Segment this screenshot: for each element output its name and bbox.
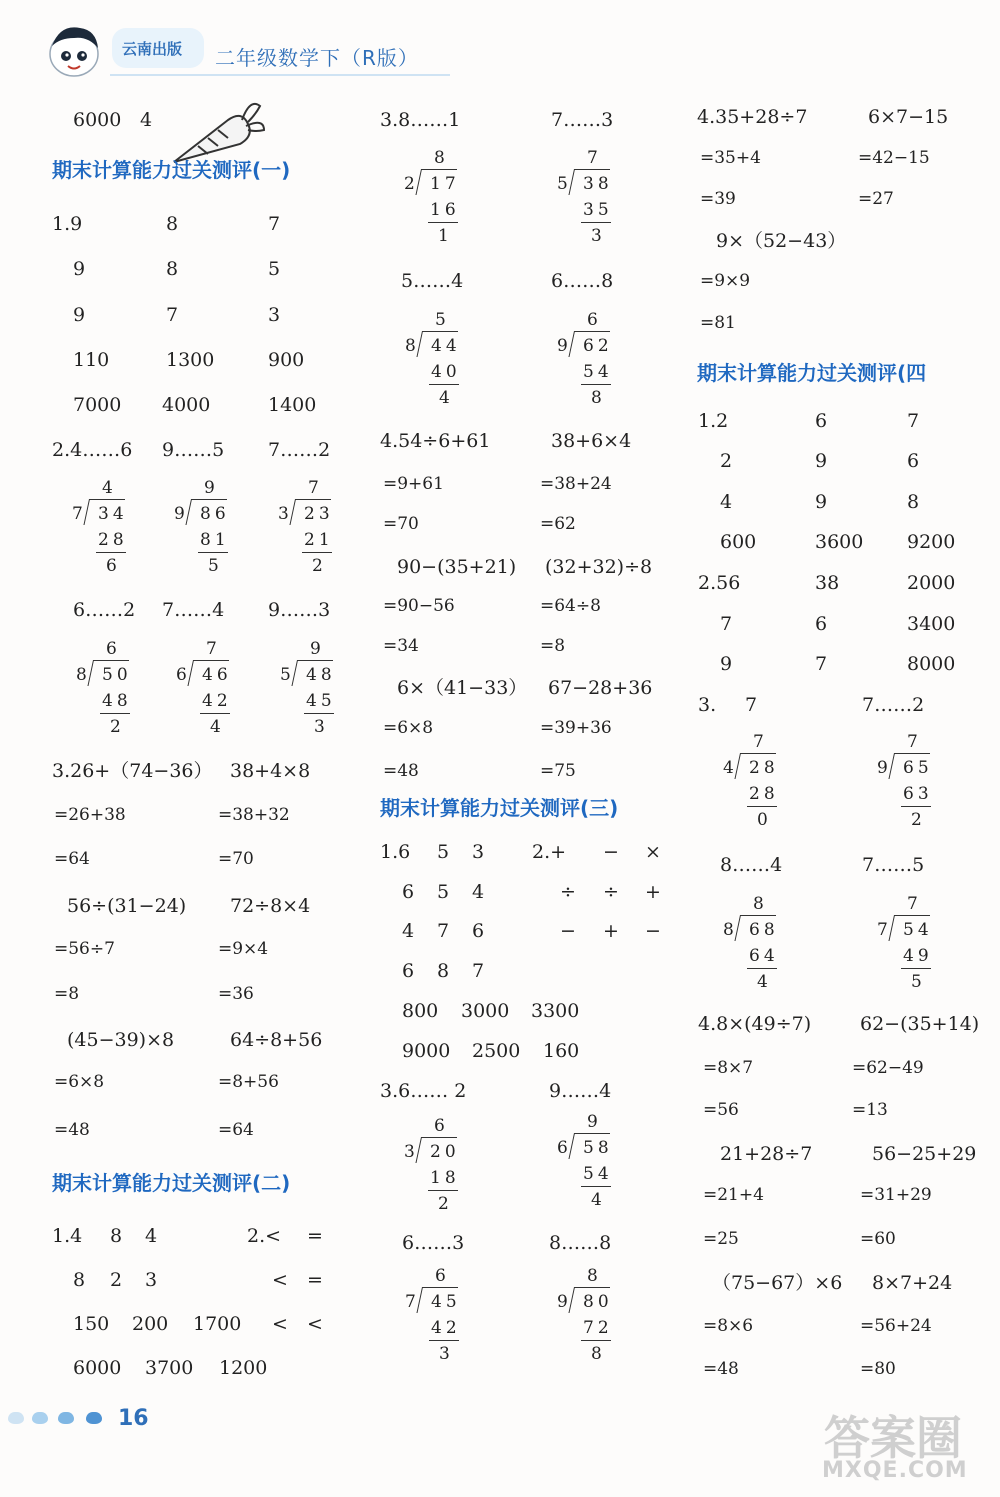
quotient: 6 [435,1266,450,1286]
answer-text: 1700 [193,1313,242,1335]
quotient: 8 [587,1266,602,1286]
answer-text: 38 [815,572,840,594]
quotient: 6 [106,639,121,659]
expression: 4.8×(49÷7) [698,1013,812,1035]
remainder: 2 [110,717,125,737]
expression: 90−(35+21) [397,556,517,578]
section-title-test-2: 期末计算能力过关测评(二) [52,1171,291,1195]
answer-text: 7……2 [268,439,331,461]
quotient: 8 [753,894,768,914]
answer-text: 3300 [531,1000,580,1022]
remainder: 5 [911,972,926,992]
dividend: 46 [202,665,232,685]
answer-text: < [272,1313,288,1335]
watermark-url: MXQE.COM [822,1458,968,1483]
dividend: 50 [102,665,132,685]
step: =62 [540,514,576,534]
answer-text: 4 [402,920,415,942]
answer-text: 8 [110,1225,123,1247]
answer-text: 3 [145,1269,158,1291]
answer-text: < [272,1269,288,1291]
product: 28 [98,530,128,550]
product: 54 [583,1164,613,1184]
answer-text: × [645,841,661,863]
step: =48 [54,1120,90,1140]
quotient: 7 [308,478,323,498]
answer-text: 3600 [815,531,864,553]
quotient: 9 [204,478,219,498]
answer-text: 9……4 [549,1080,612,1102]
footer-heart-icon [32,1412,48,1424]
answer-text: 6 [402,960,415,982]
divisor: 5 [280,665,291,685]
section-title-test-4: 期末计算能力过关测评(四 [697,361,927,385]
header-divider [110,74,450,76]
answer-text: 8……4 [720,854,783,876]
expression: 6×7−15 [868,106,949,128]
step: =39+36 [540,718,612,738]
product: 48 [102,691,132,711]
answer-text: 3 [268,304,281,326]
step: =35+4 [700,148,761,168]
answer-text: 7 [472,960,485,982]
answer-text: 3 [472,841,485,863]
step: =60 [860,1229,896,1249]
answer-text: 1400 [268,394,317,416]
product: 42 [431,1318,461,1338]
answer-text: 7 [166,304,179,326]
answer-text: 1.4 [52,1225,83,1247]
step: =48 [703,1359,739,1379]
expression: 56−25+29 [872,1143,977,1165]
quotient: 7 [587,148,602,168]
divisor: 9 [877,758,888,778]
answer-text: 9 [73,258,86,280]
answer-text: 7000 [73,394,122,416]
answer-text: 4 [145,1225,158,1247]
answer-text: 7 [720,613,733,635]
step: =80 [860,1359,896,1379]
answer-text: 5 [437,841,450,863]
long-division [405,310,495,408]
answer-text: 2000 [907,572,956,594]
expression: 6×（41−33） [397,677,528,699]
step: =38+24 [540,474,612,494]
section-title-test-3: 期末计算能力过关测评(三) [380,796,619,820]
dividend: 20 [430,1142,460,1162]
answer-text: 8000 [907,653,956,675]
step: =9×4 [218,939,269,959]
long-division [877,894,967,992]
answer-text: 3000 [461,1000,510,1022]
product: 64 [749,946,779,966]
step: =81 [700,313,736,333]
quotient: 9 [587,1112,602,1132]
long-division [404,1116,494,1214]
step: =9×9 [700,271,751,291]
answer-text: 9200 [907,531,956,553]
step: =8×7 [703,1058,754,1078]
answer-text: 6 [907,450,920,472]
answer-text: 7 [815,653,828,675]
answer-text: 4000 [162,394,211,416]
step: =6×8 [383,718,434,738]
answer-text: 7 [437,920,450,942]
remainder: 4 [757,972,772,992]
long-division [404,148,494,246]
long-division [176,639,266,737]
answer-text: 7……4 [162,599,225,621]
long-division [278,478,368,576]
step: =31+29 [860,1185,932,1205]
answer-text: 6 [815,410,828,432]
answer-text: 1.6 [380,841,411,863]
remainder: 2 [911,810,926,830]
step: =26+38 [54,805,126,825]
long-division [557,1112,647,1210]
quotient: 9 [310,639,325,659]
product: 81 [200,530,230,550]
step: =64 [54,849,90,869]
answer-text: + [645,881,661,903]
product: 63 [903,784,933,804]
product: 40 [431,362,461,382]
answer-text: 9 [73,304,86,326]
step: =75 [540,761,576,781]
answer-text: 1200 [219,1357,268,1379]
expression: 8×7+24 [872,1272,953,1294]
dividend: 86 [200,504,230,524]
answer-text: 6 [472,920,485,942]
answer-text: 7……2 [862,694,925,716]
answer-text: ÷ [560,881,576,903]
step: =56÷7 [54,939,115,959]
quotient: 7 [206,639,221,659]
quotient: 7 [907,894,922,914]
expression: 38+6×4 [551,430,632,452]
expression: 64÷8+56 [230,1029,323,1051]
divisor: 4 [723,758,734,778]
step: =56 [703,1100,739,1120]
page-title: 二年级数学下（R版） [215,46,419,70]
divisor: 2 [404,174,415,194]
logo-badge [112,28,204,68]
dividend: 44 [431,336,461,356]
answer-text: 2.< [247,1225,282,1247]
footer-heart-icon [86,1412,102,1424]
answer-text: 5……4 [401,270,464,292]
long-division [723,732,813,830]
remainder: 4 [439,388,454,408]
remainder: 4 [591,1190,606,1210]
answer-text: 6000 [73,109,122,131]
answer-text: 6……3 [402,1232,465,1254]
answer-text: 5 [437,881,450,903]
divisor: 9 [557,336,568,356]
long-division [877,732,967,830]
product: 21 [304,530,334,550]
step: =64÷8 [540,596,601,616]
dividend: 28 [749,758,779,778]
section-title-test-1: 期末计算能力过关测评(一) [52,158,291,182]
product: 35 [583,200,613,220]
divisor: 6 [176,665,187,685]
expression: 67−28+36 [548,677,653,699]
step: =13 [852,1100,888,1120]
dividend: 58 [583,1138,613,1158]
step: =25 [703,1229,739,1249]
answer-text: 1.9 [52,213,83,235]
expression: 9×（52−43） [716,230,847,252]
divisor: 7 [877,920,888,940]
answer-text: 9 [815,450,828,472]
answer-text: ÷ [603,881,619,903]
answer-text: 6……8 [551,270,614,292]
product: 49 [903,946,933,966]
long-division [557,148,647,246]
expression: 4.35+28÷7 [697,106,808,128]
answer-text: 7……5 [862,854,925,876]
divisor: 5 [557,174,568,194]
remainder: 2 [438,1194,453,1214]
remainder: 0 [757,810,772,830]
answer-text: 9……3 [268,599,331,621]
answer-text: 8 [907,491,920,513]
answer-text: + [603,920,619,942]
remainder: 1 [438,226,453,246]
remainder: 3 [591,226,606,246]
product: 42 [202,691,232,711]
product: 18 [430,1168,460,1188]
step: =8+56 [218,1072,279,1092]
expression: 4.54÷6+61 [380,430,491,452]
footer-heart-icon [8,1412,24,1424]
answer-text: = [307,1225,323,1247]
answer-text: 2500 [472,1040,521,1062]
answer-text: 7 [268,213,281,235]
step: =21+4 [703,1185,764,1205]
expression: （75−67）×6 [712,1272,843,1294]
answer-text: 150 [73,1313,110,1335]
step: =39 [700,189,736,209]
remainder: 3 [314,717,329,737]
answer-text: 7……3 [551,109,614,131]
logo-text: 云南出版 [122,40,183,58]
long-division [76,639,166,737]
step: =6×8 [54,1072,105,1092]
expression: (32+32)÷8 [545,556,653,578]
step: =70 [383,514,419,534]
answer-text: 4 [140,109,153,131]
expression: 3.26+（74−36） [52,760,213,782]
carrot-icon [168,96,268,166]
product: 16 [430,200,460,220]
answer-text: 6 [815,613,828,635]
divisor: 8 [76,665,87,685]
long-division [72,478,162,576]
expression: 21+28÷7 [720,1143,813,1165]
answer-text: 600 [720,531,757,553]
long-division [557,1266,647,1364]
answer-text: 7 [907,410,920,432]
answer-text: − [603,841,619,863]
divisor: 7 [72,504,83,524]
answer-text: 4 [472,881,485,903]
answer-text: 3.8……1 [380,109,461,131]
answer-text: − [560,920,576,942]
divisor: 8 [723,920,734,940]
answer-text: 2.56 [698,572,741,594]
answer-text: 9 [720,653,733,675]
remainder: 2 [312,556,327,576]
dividend: 62 [583,336,613,356]
watermark-logo: 答案圈 [824,1411,962,1465]
answer-text: 6000 [73,1357,122,1379]
remainder: 5 [208,556,223,576]
answer-text: 9 [815,491,828,513]
long-division [174,478,264,576]
quotient: 4 [102,478,117,498]
divisor: 6 [557,1138,568,1158]
divisor: 9 [557,1292,568,1312]
step: =90−56 [383,596,455,616]
answer-text: 3700 [145,1357,194,1379]
expression: 56÷(31−24) [67,895,187,917]
divisor: 8 [405,336,416,356]
step: =34 [383,636,419,656]
dividend: 17 [430,174,460,194]
page-number: 16 [118,1406,149,1431]
answer-text: 3. [698,694,717,716]
step: =8 [54,984,80,1004]
answer-text: 1300 [166,349,215,371]
answer-text: = [307,1269,323,1291]
step: =42−15 [858,148,930,168]
quotient: 7 [907,732,922,752]
step: =9+61 [383,474,444,494]
answer-text: 2.+ [532,841,567,863]
expression: 38+4×8 [230,760,311,782]
step: =8 [540,636,566,656]
dividend: 34 [98,504,128,524]
divisor: 9 [174,504,185,524]
step: =64 [218,1120,254,1140]
answer-text: 160 [543,1040,580,1062]
dividend: 45 [431,1292,461,1312]
answer-text: 900 [268,349,305,371]
answer-text: < [307,1313,323,1335]
answer-text: 8 [166,258,179,280]
answer-text: 200 [132,1313,169,1335]
answer-text: 9……5 [162,439,225,461]
answer-text: 6 [402,881,415,903]
dividend: 38 [583,174,613,194]
remainder: 4 [210,717,225,737]
expression: (45−39)×8 [67,1029,175,1051]
remainder: 3 [439,1344,454,1364]
answer-text: 800 [402,1000,439,1022]
long-division [405,1266,495,1364]
remainder: 8 [591,388,606,408]
long-division [280,639,370,737]
quotient: 6 [587,310,602,330]
answer-text: 8 [437,960,450,982]
dividend: 48 [306,665,336,685]
answer-text: 3400 [907,613,956,635]
step: =62−49 [852,1058,924,1078]
answer-text: 110 [73,349,110,371]
answer-text: 6……2 [73,599,136,621]
answer-text: 2 [110,1269,123,1291]
quotient: 7 [753,732,768,752]
answer-text: 5 [268,258,281,280]
product: 28 [749,784,779,804]
footer-heart-icon [58,1412,74,1424]
answer-text: 4 [720,491,733,513]
dividend: 23 [304,504,334,524]
answer-text: 7 [745,694,758,716]
product: 54 [583,362,613,382]
step: =27 [858,189,894,209]
answer-text: 8 [73,1269,86,1291]
remainder: 8 [591,1344,606,1364]
answer-text: 8 [166,213,179,235]
dividend: 54 [903,920,933,940]
product: 72 [583,1318,613,1338]
long-division [557,310,647,408]
dividend: 80 [583,1292,613,1312]
answer-text: 3.6…… 2 [380,1080,467,1102]
answer-text: 9000 [402,1040,451,1062]
step: =8×6 [703,1316,754,1336]
dividend: 65 [903,758,933,778]
step: =38+32 [218,805,290,825]
answer-text: 2 [720,450,733,472]
step: =36 [218,984,254,1004]
long-division [723,894,813,992]
step: =70 [218,849,254,869]
quotient: 5 [435,310,450,330]
remainder: 6 [106,556,121,576]
answer-text: 1.2 [698,410,729,432]
divisor: 3 [404,1142,415,1162]
expression: 62−(35+14) [860,1013,980,1035]
quotient: 6 [434,1116,449,1136]
answer-text: 2.4……6 [52,439,133,461]
answer-text: 8……8 [549,1232,612,1254]
expression: 72÷8×4 [230,895,311,917]
divisor: 7 [405,1292,416,1312]
dividend: 68 [749,920,779,940]
quotient: 8 [434,148,449,168]
step: =48 [383,761,419,781]
mascot-logo [40,18,110,82]
divisor: 3 [278,504,289,524]
step: =56+24 [860,1316,932,1336]
answer-text: − [645,920,661,942]
product: 45 [306,691,336,711]
